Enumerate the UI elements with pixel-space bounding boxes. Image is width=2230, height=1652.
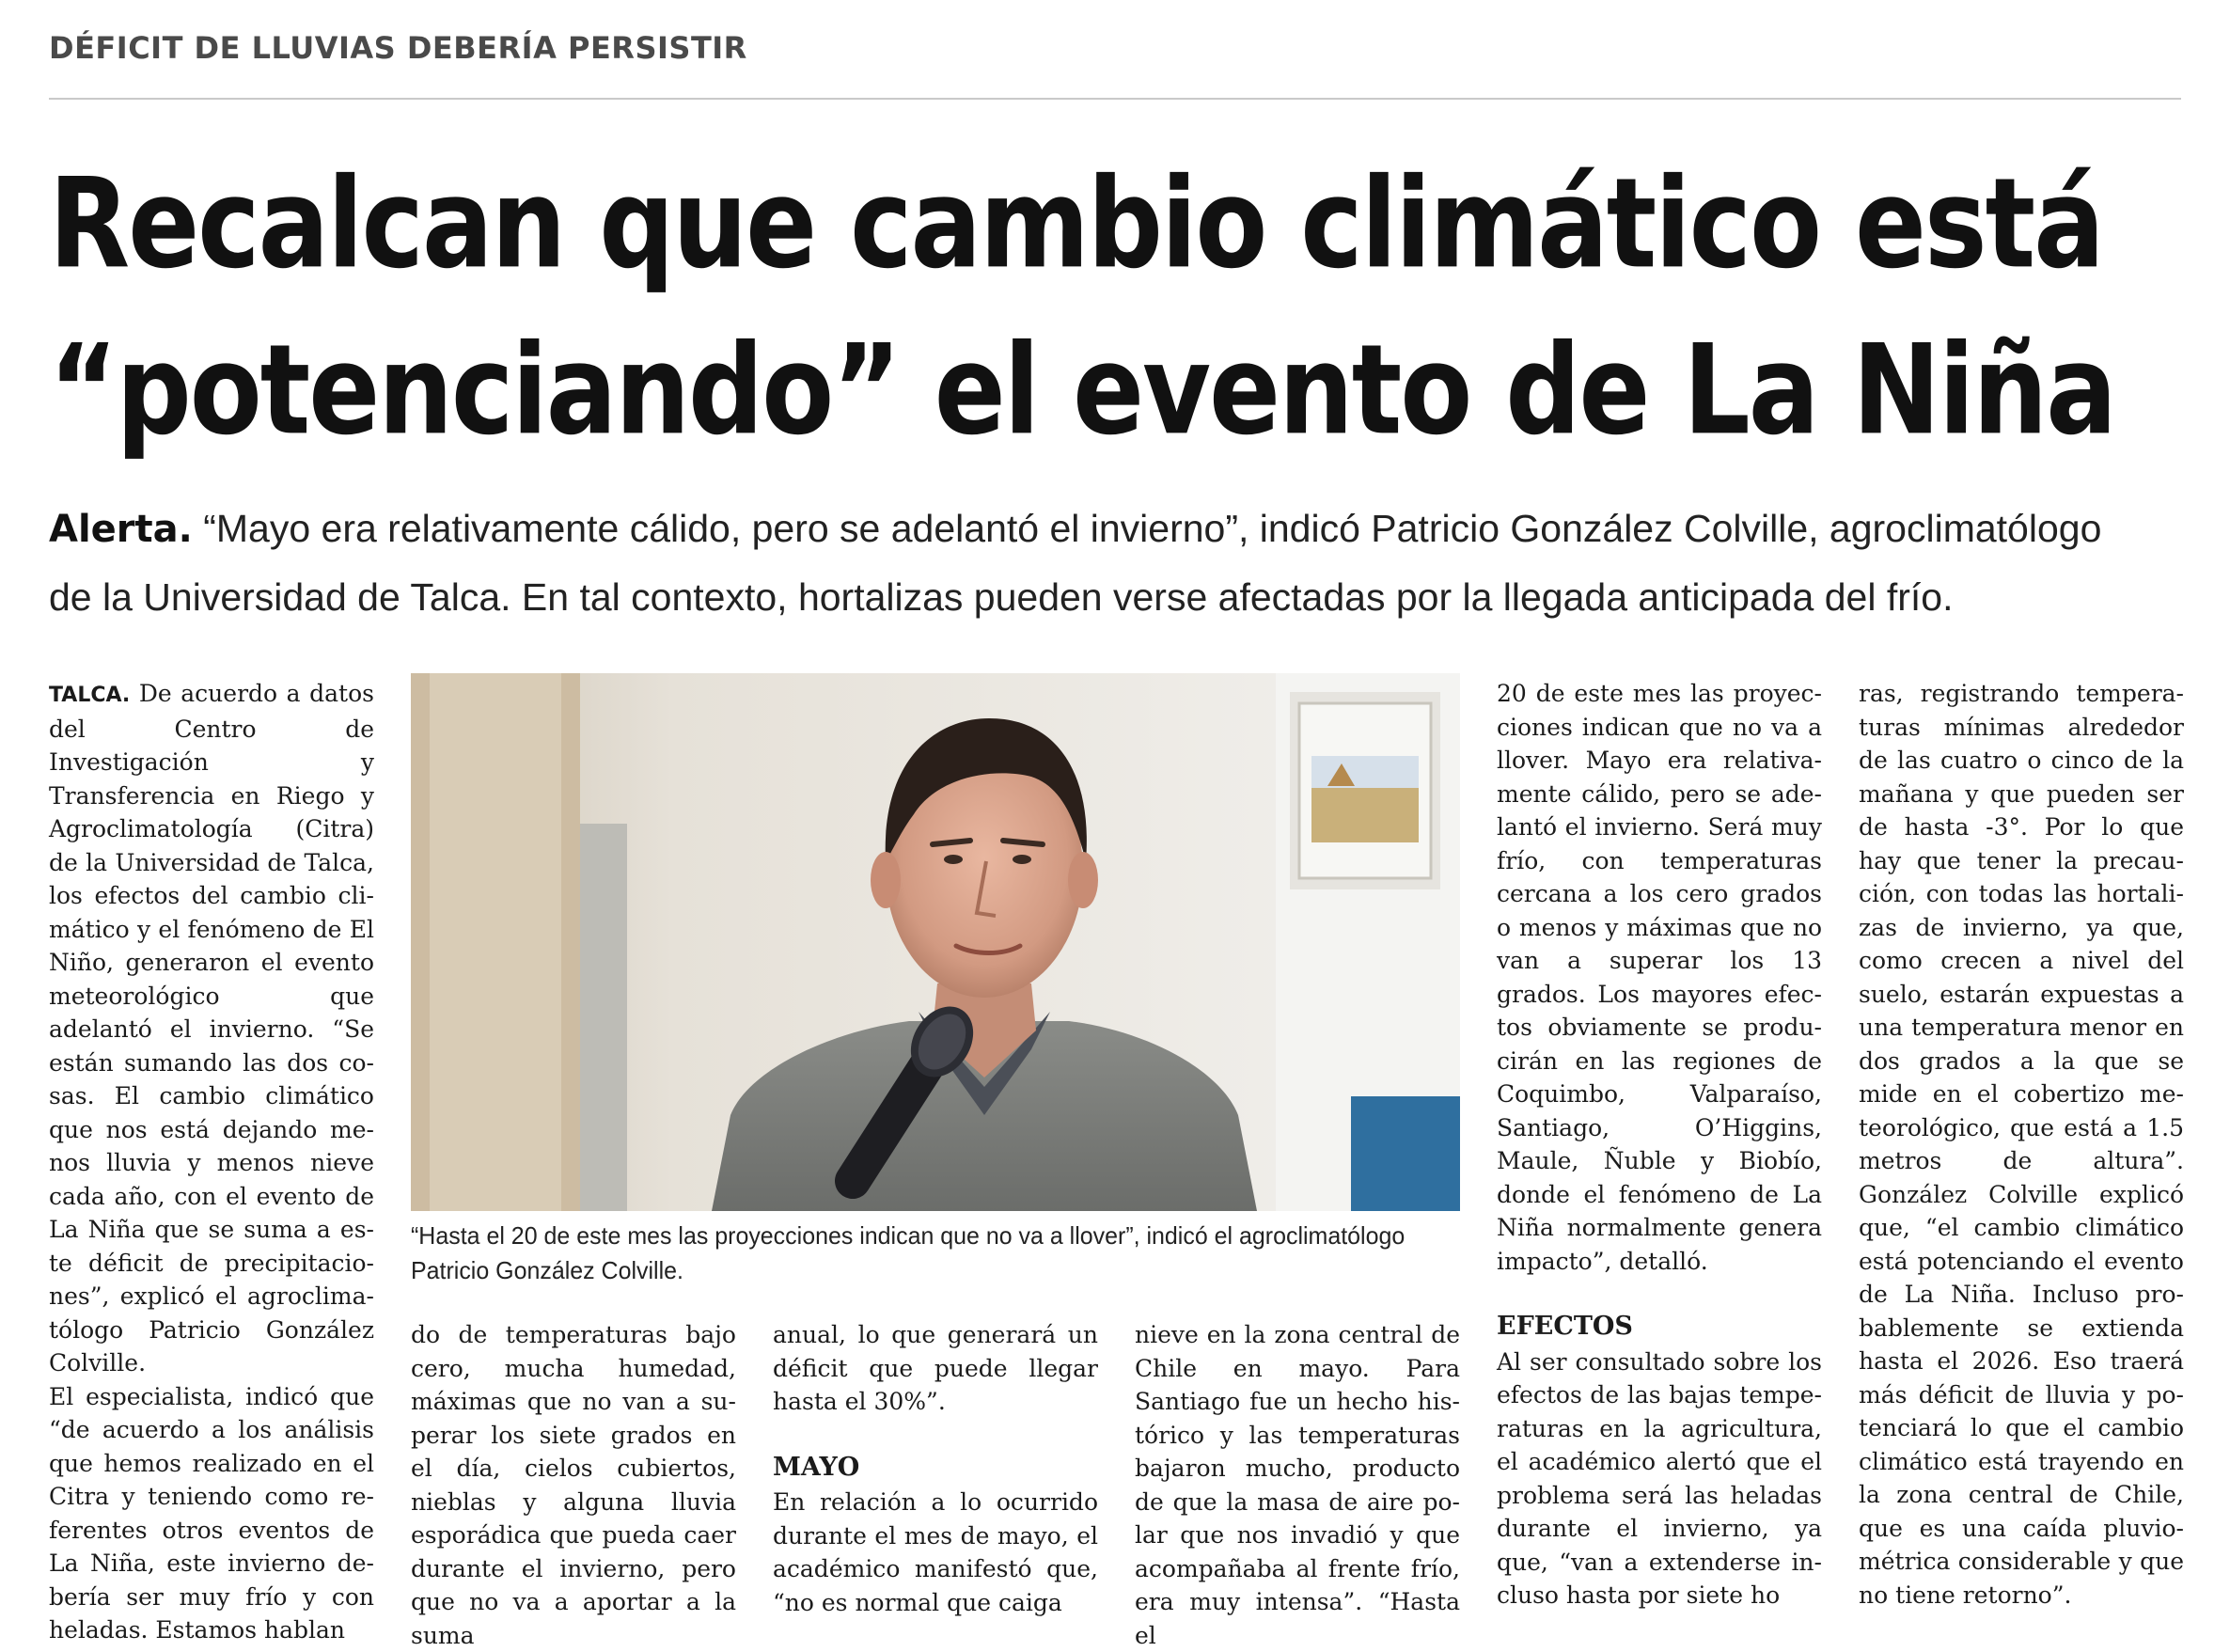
photo-caption-line-1: “Hasta el 20 de este mes las proyecciones indican que no va a llover”, indicó el agroclimatólogo	[411, 1221, 1406, 1250]
body-paragraph-3-part-2: nieve en la zona central de Chile en mayo. Para Santiago fue un hecho histórico y las temperaturas bajaron mucho, producto de que la masa de aire polar que nos invadió y que acompañaba al frente frío, era muy intensa”. “Hasta el	[1135, 1321, 1460, 1649]
body-paragraph-3-part-3: 20 de este mes las proyecciones indican que no va a llover. Mayo era relativamente cálido, pero se adelantó el invierno. Será muy frío, con temperaturas cercana a los cero grados o menos y máximas que no van a superar los 13 grados. Los mayores efectos obviamente se producirán en las regiones de Coquimbo, Valparaíso, Santiago, O’Higgins, Maule, Ñuble y Biobío, donde el fenómeno de La Niña normalmente genera impacto”, detalló.	[1497, 680, 1822, 1275]
body-paragraph-3-part-1: En relación a lo ocurrido durante el mes de mayo, el académico manifestó que, “no es normal que caiga	[773, 1488, 1098, 1616]
headline-line-1: Recalcan que cambio climático está	[49, 151, 2103, 297]
article-photo	[411, 673, 1460, 1211]
lede-line-1-text: “Mayo era relativamente cálido, pero se adelantó el invierno”, indicó Patricio González Colville, agroclimatólogo	[192, 507, 2102, 550]
photo-caption	[411, 1219, 1421, 1288]
body-column-2	[411, 1318, 736, 1652]
body-column-4	[1135, 1318, 1460, 1652]
headline	[49, 141, 2202, 474]
subhead-efectos: EFECTOS	[1497, 1312, 1633, 1341]
section-kicker: DÉFICIT DE LLUVIAS DEBERÍA PERSISTIR	[49, 30, 747, 66]
headline-line-2: “potenciando” el evento de La Niña	[49, 318, 2115, 464]
body-paragraph-2-part-1: El especialista, indicó que “de acuerdo a los análisis que hemos realizado en el Citra y teniendo como referentes otros eventos de La Niña, este invierno debería ser muy frío y con heladas. Estamos hablan	[49, 1382, 374, 1644]
lede	[49, 495, 2192, 631]
body-column-3	[773, 1318, 1098, 1619]
portrait-illustration	[411, 673, 1460, 1211]
body-column-1	[49, 677, 374, 1647]
lede-line-1	[49, 495, 2192, 563]
body-paragraph-4-part-1: Al ser consultado sobre los efectos de las bajas temperaturas en la agricultura, el académico alertó que el problema será las heladas durante el invierno, ya que, “van a extenderse incluso hasta por siete ho	[1497, 1347, 1822, 1609]
body-paragraph-1-text: De acuerdo a datos del Centro de Investigación y Transferencia en Riego y Agroclimatología (Citra) de la Universidad de Talca, los efectos del cambio climático y el fenómeno de El Niño, generaron el evento meteorológico que adelantó el invierno. “Se están sumando las dos cosas. El cambio climático que nos está dejando menos lluvia y menos nieve cada año, con el evento de La Niña que se suma a este déficit de precipitaciones”, explicó el agroclimatólogo Patricio González Colville.	[49, 680, 374, 1377]
body-paragraph-4-part-2: ras, registrando temperaturas mínimas alrededor de las cuatro o cinco de la mañana y que pueden ser de hasta -3°. Por lo que hay que tener la precaución, con todas las hortalizas de invierno, ya que, como crecen a nivel del suelo, estarán expuestas a una temperatura menor en dos grados a la que se mide en el cobertizo meteorológico, que está a 1.5 metros de altura”. González Colville explicó que, “el cambio climático está potenciando el evento de La Niña. Incluso probablemente se extienda hasta el 2026. Eso traerá más déficit de lluvia y potenciará lo que el cambio climático está trayendo en la zona central de Chile, que es una caída pluviométrica considerable y que no tiene retorno”.	[1859, 680, 2184, 1609]
body-paragraph-2-part-2: do de temperaturas bajo cero, mucha humedad, máximas que no van a superar los siete grados en el día, cielos cubiertos, nieblas y alguna lluvia esporádica que pueda caer durante el invierno, pero que no va a aportar a la suma	[411, 1321, 736, 1649]
body-column-6	[1859, 677, 2184, 1612]
dateline: TALCA.	[49, 684, 131, 707]
photo-caption-line-2: Patricio González Colville.	[411, 1256, 683, 1284]
body-column-5	[1497, 677, 1822, 1613]
subhead-mayo: MAYO	[773, 1452, 860, 1482]
lede-tag: Alerta.	[49, 508, 193, 551]
kicker-divider	[49, 98, 2181, 100]
body-paragraph-1	[49, 677, 374, 1380]
body-paragraph-2-part-3: anual, lo que generará un déficit que puede llegar hasta el 30%”.	[773, 1321, 1098, 1415]
lede-line-2: de la Universidad de Talca. En tal contexto, hortalizas pueden verse afectadas por la llegada anticipada del frío.	[49, 575, 1954, 619]
